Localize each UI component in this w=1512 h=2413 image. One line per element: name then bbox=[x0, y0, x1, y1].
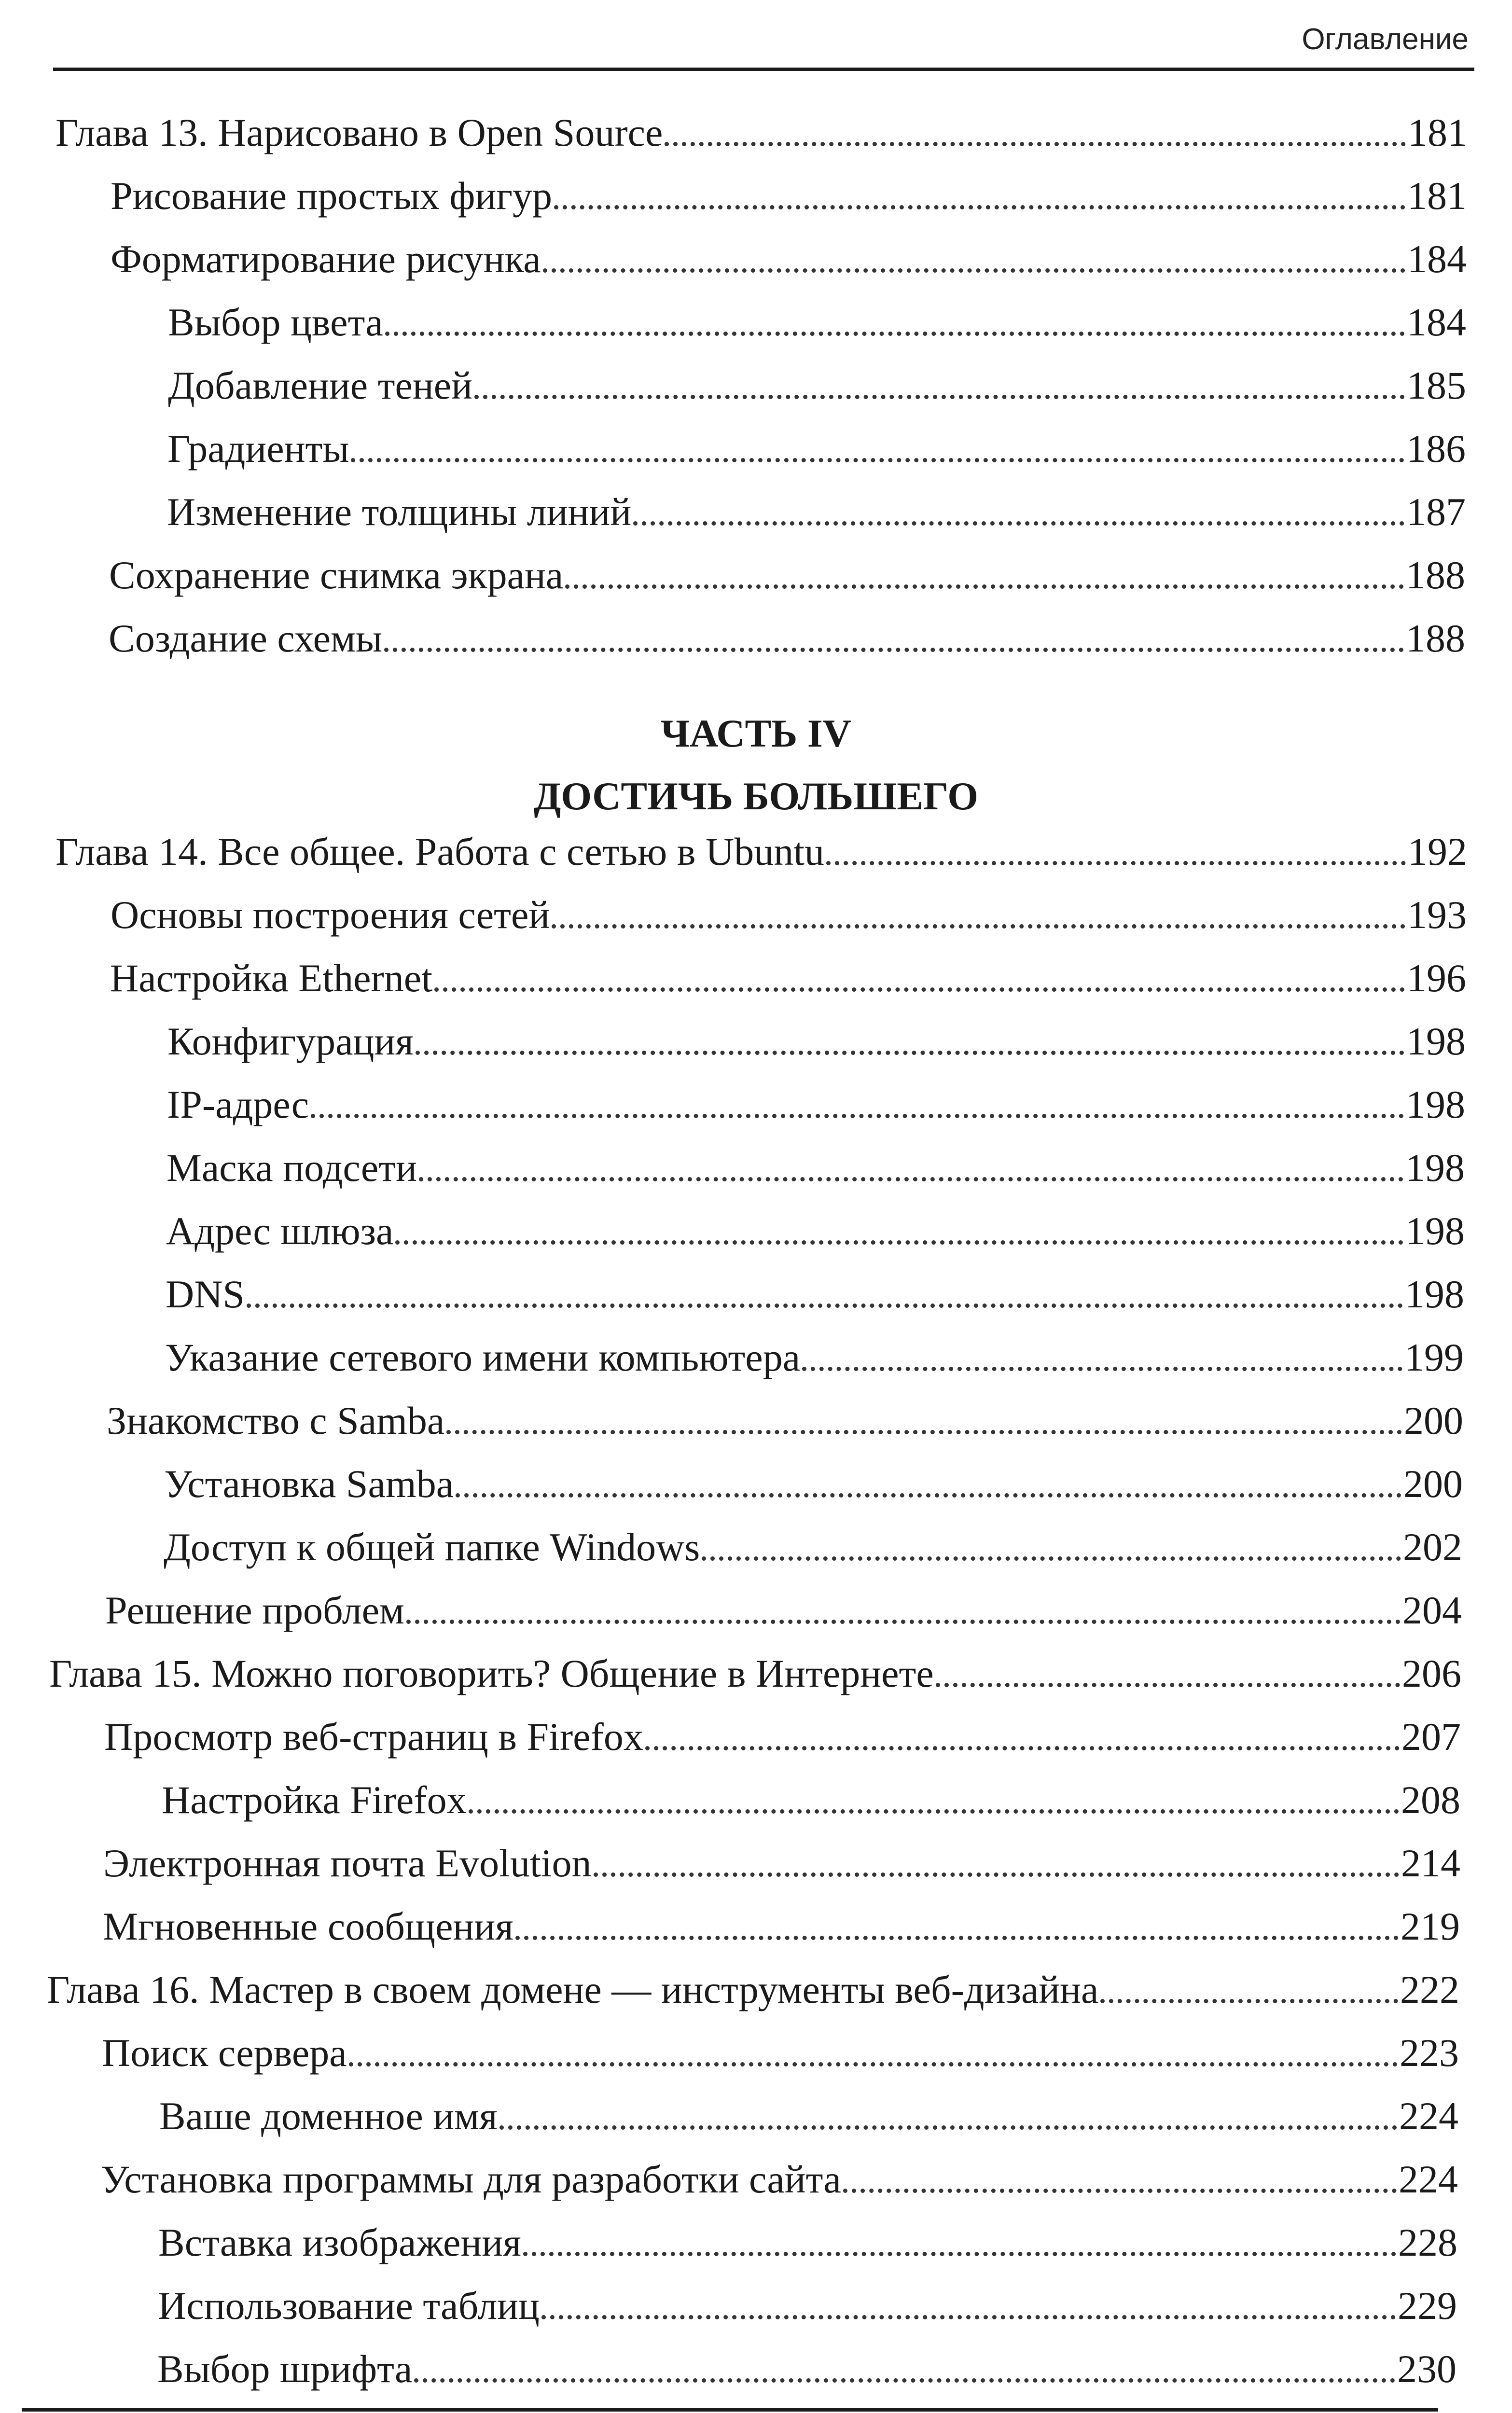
toc-entry bbox=[166, 1265, 1464, 1318]
toc-entry-title: Поиск сервера bbox=[102, 2031, 347, 2075]
toc-entry bbox=[105, 1581, 1462, 1635]
toc-entry-page: 188 bbox=[1406, 616, 1465, 660]
toc-entry bbox=[167, 1076, 1465, 1129]
toc-entry bbox=[101, 2150, 1458, 2204]
toc-entry bbox=[158, 2277, 1457, 2330]
toc-entry-title: Форматирование рисунка bbox=[111, 237, 541, 281]
dot-leader bbox=[395, 1240, 1403, 1245]
toc-entry bbox=[164, 1455, 1463, 1508]
dot-leader bbox=[665, 142, 1406, 146]
dot-leader bbox=[552, 924, 1405, 929]
part-title-heading: ДОСТИЧЬ БОЛЬШЕГО bbox=[533, 774, 979, 818]
toc-entry-title: Знакомство с Samba bbox=[107, 1399, 445, 1442]
toc-entry-title: Глава 16. Мастер в своем домене — инструменты веб-дизайна bbox=[47, 1968, 1099, 2011]
toc-entry bbox=[111, 886, 1467, 939]
toc-entry-title: Электронная почта Evolution bbox=[103, 1841, 592, 1885]
toc-chapter-entry bbox=[49, 1645, 1461, 1698]
toc-entry-title: Выбор цвета bbox=[168, 300, 383, 344]
toc-entry-page: 193 bbox=[1407, 893, 1467, 937]
footer-rule bbox=[22, 2408, 1438, 2412]
dot-leader bbox=[414, 2378, 1395, 2383]
toc-entry bbox=[162, 1771, 1460, 1824]
toc-entry bbox=[109, 546, 1465, 599]
dot-leader bbox=[541, 2315, 1396, 2319]
toc-chapter-entry bbox=[55, 823, 1467, 876]
dot-leader bbox=[456, 1493, 1401, 1498]
dot-leader bbox=[416, 1051, 1404, 1055]
toc-entry-title: Установка Samba bbox=[164, 1462, 454, 1506]
toc-entry-title: Создание схемы bbox=[109, 616, 383, 660]
dot-leader bbox=[419, 1177, 1403, 1181]
toc-entry-page: 202 bbox=[1403, 1525, 1462, 1569]
toc-entry bbox=[111, 167, 1467, 220]
dot-leader bbox=[523, 2252, 1396, 2256]
toc-entry-page: 198 bbox=[1405, 1146, 1465, 1190]
toc-entry bbox=[166, 1202, 1465, 1255]
toc-entry-page: 188 bbox=[1406, 553, 1465, 597]
dot-leader bbox=[633, 521, 1404, 526]
toc-entry-page: 196 bbox=[1407, 956, 1466, 1000]
toc-entry-page: 192 bbox=[1408, 830, 1467, 874]
toc-entry-page: 229 bbox=[1398, 2284, 1457, 2328]
toc-entry-title: Настройка Ethernet bbox=[110, 956, 432, 1000]
part-number-heading: ЧАСТЬ IV bbox=[660, 711, 852, 755]
toc-entry-page: 199 bbox=[1404, 1335, 1464, 1379]
toc-entry-page: 224 bbox=[1399, 2157, 1458, 2201]
toc-entry-page: 228 bbox=[1398, 2220, 1457, 2264]
toc-entry bbox=[157, 2340, 1457, 2393]
toc-entry-page: 230 bbox=[1397, 2347, 1457, 2391]
toc-entry-page: 181 bbox=[1408, 111, 1467, 154]
toc-entry-page: 187 bbox=[1406, 490, 1466, 534]
toc-entry-title: Ваше доменное имя bbox=[159, 2094, 498, 2138]
toc-entry bbox=[168, 357, 1466, 410]
toc-entry bbox=[103, 1898, 1460, 1951]
dot-leader bbox=[499, 2125, 1397, 2130]
dot-leader bbox=[385, 332, 1405, 336]
toc-entry-title: Использование таблиц bbox=[158, 2284, 540, 2328]
toc-entry-title: Глава 15. Можно поговорить? Общение в Интернете bbox=[49, 1651, 934, 1695]
toc-entry-title: Доступ к общей папке Windows bbox=[164, 1525, 700, 1569]
dot-leader bbox=[434, 987, 1405, 992]
dot-leader bbox=[349, 2062, 1398, 2066]
toc-entry-title: Изменение толщины линий bbox=[167, 490, 632, 534]
toc-entry-title: Добавление теней bbox=[168, 363, 473, 407]
toc-entry-title: Установка программы для разработки сайта bbox=[101, 2157, 841, 2201]
toc-entry bbox=[110, 949, 1466, 1002]
toc-entry bbox=[104, 1708, 1461, 1761]
toc-entry-page: 184 bbox=[1407, 300, 1466, 344]
dot-leader bbox=[351, 458, 1404, 462]
toc-entry-title: Адрес шлюза bbox=[166, 1209, 394, 1253]
toc-entry-page: 214 bbox=[1401, 1841, 1460, 1885]
dot-leader bbox=[702, 1556, 1401, 1561]
toc-entry-page: 181 bbox=[1407, 174, 1467, 218]
toc-entry bbox=[111, 230, 1467, 283]
header-rule bbox=[53, 68, 1474, 71]
toc-entry bbox=[159, 2087, 1458, 2140]
toc-entry-page: 200 bbox=[1403, 1462, 1463, 1506]
dot-leader bbox=[554, 205, 1405, 209]
dot-leader bbox=[826, 861, 1406, 865]
toc-entry bbox=[167, 420, 1466, 473]
toc-entry bbox=[107, 1392, 1463, 1445]
toc-entry-title: Глава 14. Все общее. Работа с сетью в Ubuntu bbox=[55, 830, 824, 874]
toc-entry-title: Просмотр веб-страниц в Firefox bbox=[104, 1715, 643, 1759]
dot-leader bbox=[446, 1430, 1402, 1434]
toc-entry-title: Градиенты bbox=[167, 427, 349, 471]
toc-entry-page: 198 bbox=[1405, 1209, 1465, 1253]
dot-leader bbox=[543, 268, 1405, 273]
running-head: Оглавление bbox=[1302, 23, 1469, 56]
toc-entry-page: 198 bbox=[1406, 1082, 1465, 1126]
toc-entry-page: 208 bbox=[1401, 1778, 1460, 1822]
toc-entry-page: 222 bbox=[1400, 1968, 1459, 2011]
toc-entry-title: Выбор шрифта bbox=[157, 2347, 413, 2391]
toc-entry-page: 184 bbox=[1407, 237, 1467, 281]
toc-chapter-entry bbox=[55, 104, 1467, 157]
dot-leader bbox=[802, 1367, 1402, 1371]
toc-entry-title: Маска подсети bbox=[166, 1146, 417, 1190]
toc-entry bbox=[168, 293, 1466, 347]
toc-entry bbox=[165, 1329, 1464, 1382]
toc-entry-title: Решение проблем bbox=[105, 1588, 404, 1632]
toc-entry bbox=[109, 610, 1465, 663]
toc-entry-title: Глава 13. Нарисовано в Open Source bbox=[55, 111, 663, 154]
toc-entry-title: Рисование простых фигур bbox=[111, 174, 552, 218]
dot-leader bbox=[384, 648, 1404, 652]
dot-leader bbox=[515, 1936, 1399, 1940]
toc-entry-page: 223 bbox=[1400, 2031, 1459, 2075]
toc-entry-page: 200 bbox=[1404, 1399, 1463, 1442]
dot-leader bbox=[1100, 1999, 1398, 2003]
toc-entry-title: Указание сетевого имени компьютера bbox=[165, 1335, 801, 1379]
dot-leader bbox=[311, 1114, 1404, 1118]
toc-entry-title: Конфигурация bbox=[167, 1019, 414, 1063]
toc-entry-page: 207 bbox=[1401, 1715, 1461, 1759]
dot-leader bbox=[565, 584, 1404, 589]
toc-entry-title: Настройка Firefox bbox=[162, 1778, 467, 1822]
toc-entry bbox=[167, 1012, 1466, 1066]
toc-entry bbox=[164, 1518, 1462, 1571]
toc-entry-page: 204 bbox=[1402, 1588, 1462, 1632]
toc-entry bbox=[158, 2214, 1457, 2267]
dot-leader bbox=[594, 1872, 1399, 1877]
dot-leader bbox=[406, 1620, 1401, 1624]
toc-entry bbox=[167, 483, 1466, 536]
dot-leader bbox=[843, 2189, 1397, 2193]
toc-entry-page: 185 bbox=[1407, 363, 1466, 407]
toc-entry-page: 219 bbox=[1401, 1904, 1460, 1948]
toc-entry-page: 198 bbox=[1406, 1019, 1466, 1063]
toc-entry-title: Мгновенные сообщения bbox=[103, 1904, 513, 1948]
toc-entry-page: 224 bbox=[1399, 2094, 1458, 2138]
toc-entry-title: Основы построения сетей bbox=[111, 893, 550, 937]
dot-leader bbox=[645, 1746, 1400, 1750]
toc-entry bbox=[103, 1834, 1460, 1887]
dot-leader bbox=[247, 1304, 1403, 1308]
toc-entry-page: 186 bbox=[1406, 427, 1466, 471]
toc-entry-title: IP-адрес bbox=[167, 1082, 309, 1126]
toc-entry-page: 198 bbox=[1405, 1272, 1464, 1316]
toc-entry-title: DNS bbox=[166, 1272, 245, 1316]
toc-entry-page: 206 bbox=[1402, 1651, 1461, 1695]
toc-entry bbox=[166, 1139, 1465, 1192]
toc-entry-title: Вставка изображения bbox=[158, 2220, 521, 2264]
toc-entry-title: Сохранение снимка экрана bbox=[109, 553, 564, 597]
dot-leader bbox=[936, 1683, 1400, 1687]
toc-chapter-entry bbox=[47, 1961, 1459, 2014]
toc-entry bbox=[102, 2024, 1459, 2077]
dot-leader bbox=[474, 395, 1405, 399]
dot-leader bbox=[469, 1809, 1399, 1814]
